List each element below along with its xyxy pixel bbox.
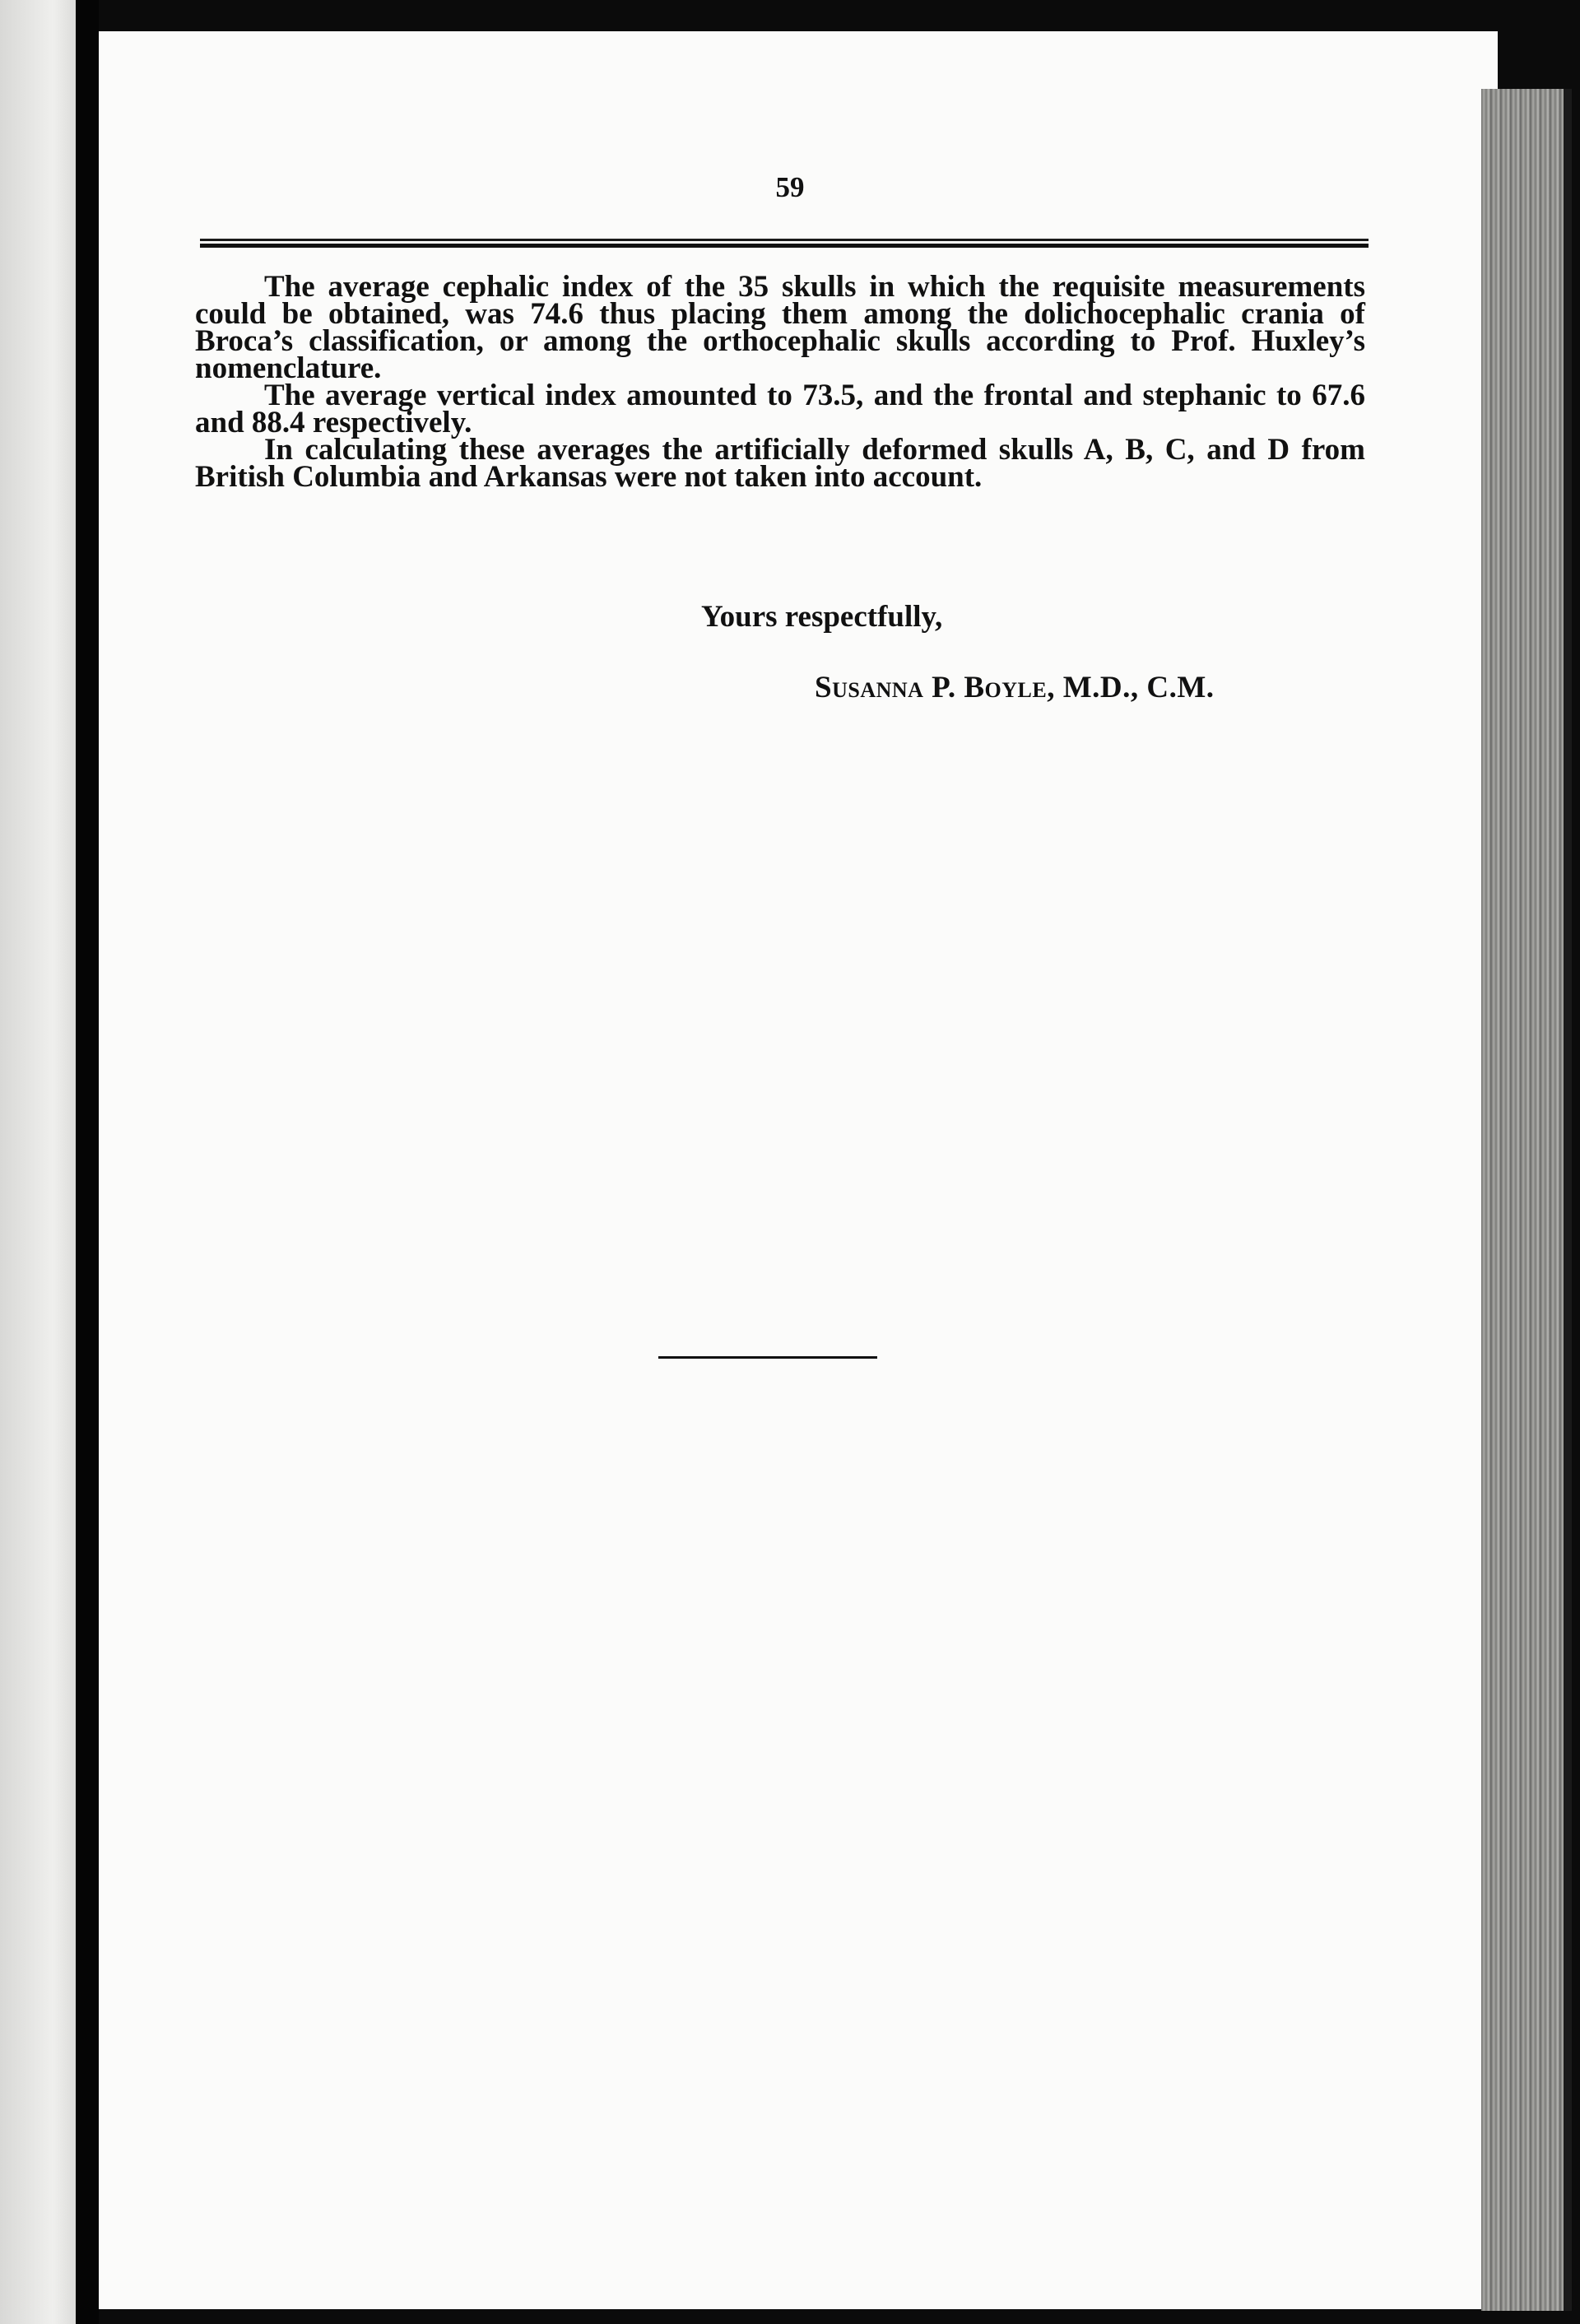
signature: Susanna P. Boyle, M.D., C.M. bbox=[815, 671, 1215, 704]
closing-line: Yours respectfully, bbox=[701, 600, 943, 634]
paragraph-2: The average vertical index amounted to 73.5, and the frontal and stephanic to 67.6 and 88.4 respectively. bbox=[195, 379, 1365, 439]
paragraph-1: The average cephalic index of the 35 skulls in which the requisite measurements could be obtained, was 74.6 thus placing them among the dolichocephalic crania of Broca’s classification, or among the orthocephalic skulls according to Prof. Huxley’s nomenclature. bbox=[195, 270, 1365, 385]
page-number: 59 bbox=[775, 171, 805, 203]
header-rule bbox=[200, 239, 1369, 248]
body-text bbox=[195, 270, 1365, 494]
book-gutter bbox=[76, 0, 99, 2324]
end-rule bbox=[658, 1356, 877, 1359]
facing-page-edge bbox=[0, 0, 76, 2324]
paragraph-3: In calculating these averages the artificially deformed skulls A, B, C, and D from British Columbia and Arkansas were not taken into account. bbox=[195, 433, 1365, 494]
page-stack-edges bbox=[1481, 89, 1572, 2311]
